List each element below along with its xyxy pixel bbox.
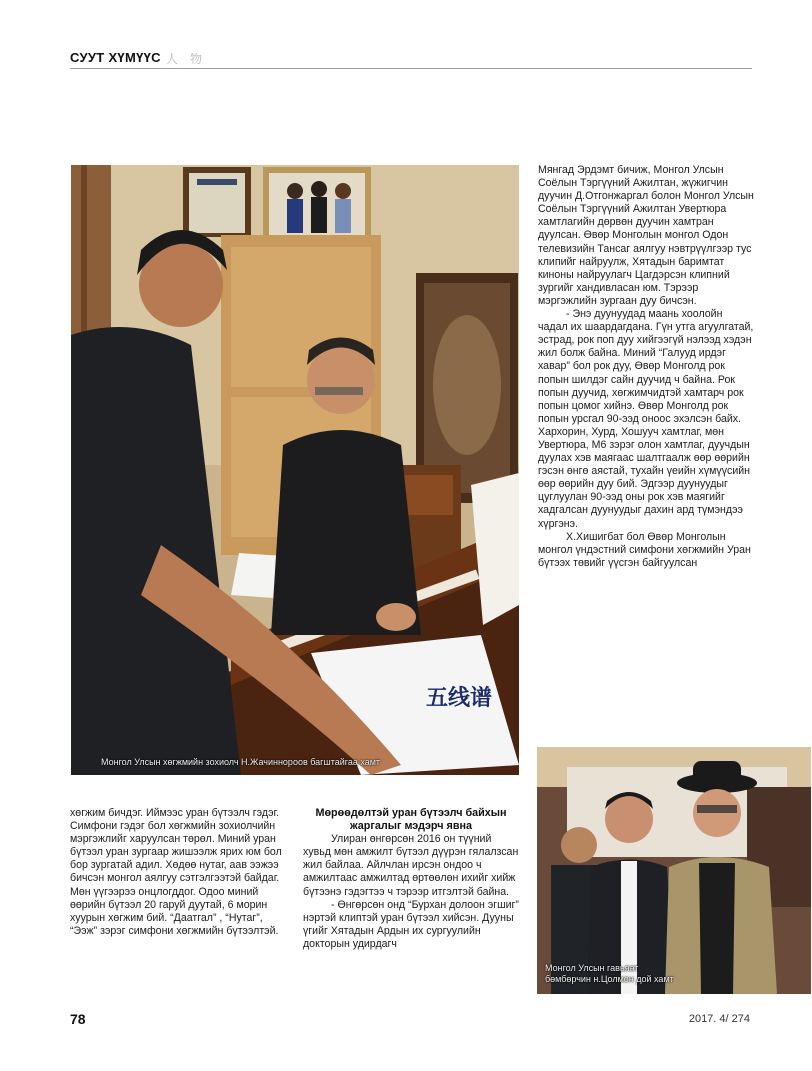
right-text-column bbox=[538, 164, 755, 570]
middle-paragraph-1: Улиран өнгөрсөн 2016 он түүний хувьд мөн амжилт бүтээл дүүрэн гялалзсан жил байлаа. Айлчлан ирсэн ондоо ч амжилтаас амжилтад өртөөлөн ихийг хийж бүтээнэ гэдэгтээ ч тэрээр итгэлтэй байна. bbox=[303, 833, 519, 898]
right-paragraph-2: - Энэ дуунуудад маань хоолойн чадал их шаардагдана. Гүн утга агуулгатай, эстрад, рок поп дуу хийгээгүй нэлээд хэдэн жил болж байна. Миний “Галууд ирдэг хавар” бол рок дуу, Өвөр Монголд рок попын шилдэг сайн дуучид ч байна. Рок попын дуучид, хөгжимчидтэй хамтарч рок попын цомог хийнэ. Өвөр Монголд рок попын урсгал 90-ээд оноос эхэлсэн байх. Хархорин, Хурд, Хошууч хамтлаг, мөн Увертюра, М6 зэрэг олон хамтлаг, дуучдын дуулах хэв маягаас шалтгаалж өөр өөрийн гэсэн өнгө аястай, тухайн үеийн хүмүүсийн өөр өөрийн дуу бий. Эдгээр дуунуудыг цуглуулан 90-ээд оны рок хэв маягийг хадгалсан дуунуудыг дахин ард түмэндээ хүргэнэ. bbox=[538, 308, 754, 530]
secondary-photo-caption bbox=[545, 963, 674, 985]
middle-text-column bbox=[303, 807, 519, 951]
section-heading: Мөрөөдөлтэй уран бүтээлч байхын жаргалыг мэдэрч явна bbox=[315, 807, 507, 833]
issue-number: 2017. 4/ 274 bbox=[688, 1013, 750, 1025]
section-cjk-label: 人物 bbox=[166, 52, 215, 66]
secondary-caption-line-2: бөмбөрчин н.Цолмон дой хамт bbox=[545, 974, 674, 984]
left-text-column bbox=[70, 807, 288, 938]
secondary-caption-line-1: Монгол Улсын гавьяат bbox=[545, 963, 639, 973]
left-paragraph-1: хөгжим бичдэг. Иймээс уран бүтээлч гэдэг. Симфони гэдэг бол хөгжмийн зохиолчийн мэргэжлийг харуулсан төрөл. Миний уран бүтээл уран зургаар жишээлж ярих юм бол бор зургатай адил. Хөдөө нутаг, аав ээжээ бичсэн монгол аялгуу сэтгэлгээтэй байдаг. Мөн үүгээрээ онцлогддог. Одоо миний өөрийн бүтээл 20 гаруй дуутай, 6 морин хуурын хөгжим бий. “Даатгал” , “Нутаг”, “Ээж” зэрэг симфони хөгжмийн бүтээлтэй. bbox=[70, 807, 282, 937]
section-header bbox=[70, 50, 752, 69]
middle-paragraph-2: - Өнгөрсөн онд “Бурхан долоон эгшиг” нэртэй клиптэй уран бүтээл хийсэн. Дууны үгийг Хятадын Ардын их сургуулийн докторын удирдагч bbox=[303, 898, 519, 950]
sheet-music-title: 五线谱 bbox=[426, 686, 493, 711]
section-title: СУУТ ХҮМҮҮС bbox=[70, 50, 161, 65]
main-photo-caption: Монгол Улсын хөгжмийн зохиолч Н.Жачиннороов багштайгаа хамт bbox=[101, 757, 381, 767]
main-photo bbox=[71, 165, 519, 775]
page-number: 78 bbox=[70, 1011, 86, 1027]
secondary-photo-illustration bbox=[537, 747, 811, 994]
right-paragraph-1: Мянгад Эрдэмт бичиж, Монгол Улсын Соёлын Тэргүүний Ажилтан, жүжигчин дуучин Д.Отгонжаргал болон Монгол Улсын Соёлын Тэргүүний Ажилтан Увертюра хамтлагийн дөрвөн дуучин хамтран дуулсан. Өвөр Монголын монгол Одон телевизийн Тансаг аялгуу нэвтрүүлгээр тус клипийг найруулж, Хятадын баримтат киноны найруулагч Цагдэрсэн клипний зургийг хандивласан юм. Тэрээр мэргэжлийн зургаан дуу бичсэн. bbox=[538, 164, 754, 307]
right-paragraph-3: Х.Хишигбат бол Өвөр Монголын монгол үндэстний симфони хөгжмийн Уран бүтээх төвийг үүсгэн байгуулсан bbox=[538, 530, 751, 569]
secondary-photo bbox=[537, 747, 811, 994]
main-photo-illustration bbox=[71, 165, 519, 775]
